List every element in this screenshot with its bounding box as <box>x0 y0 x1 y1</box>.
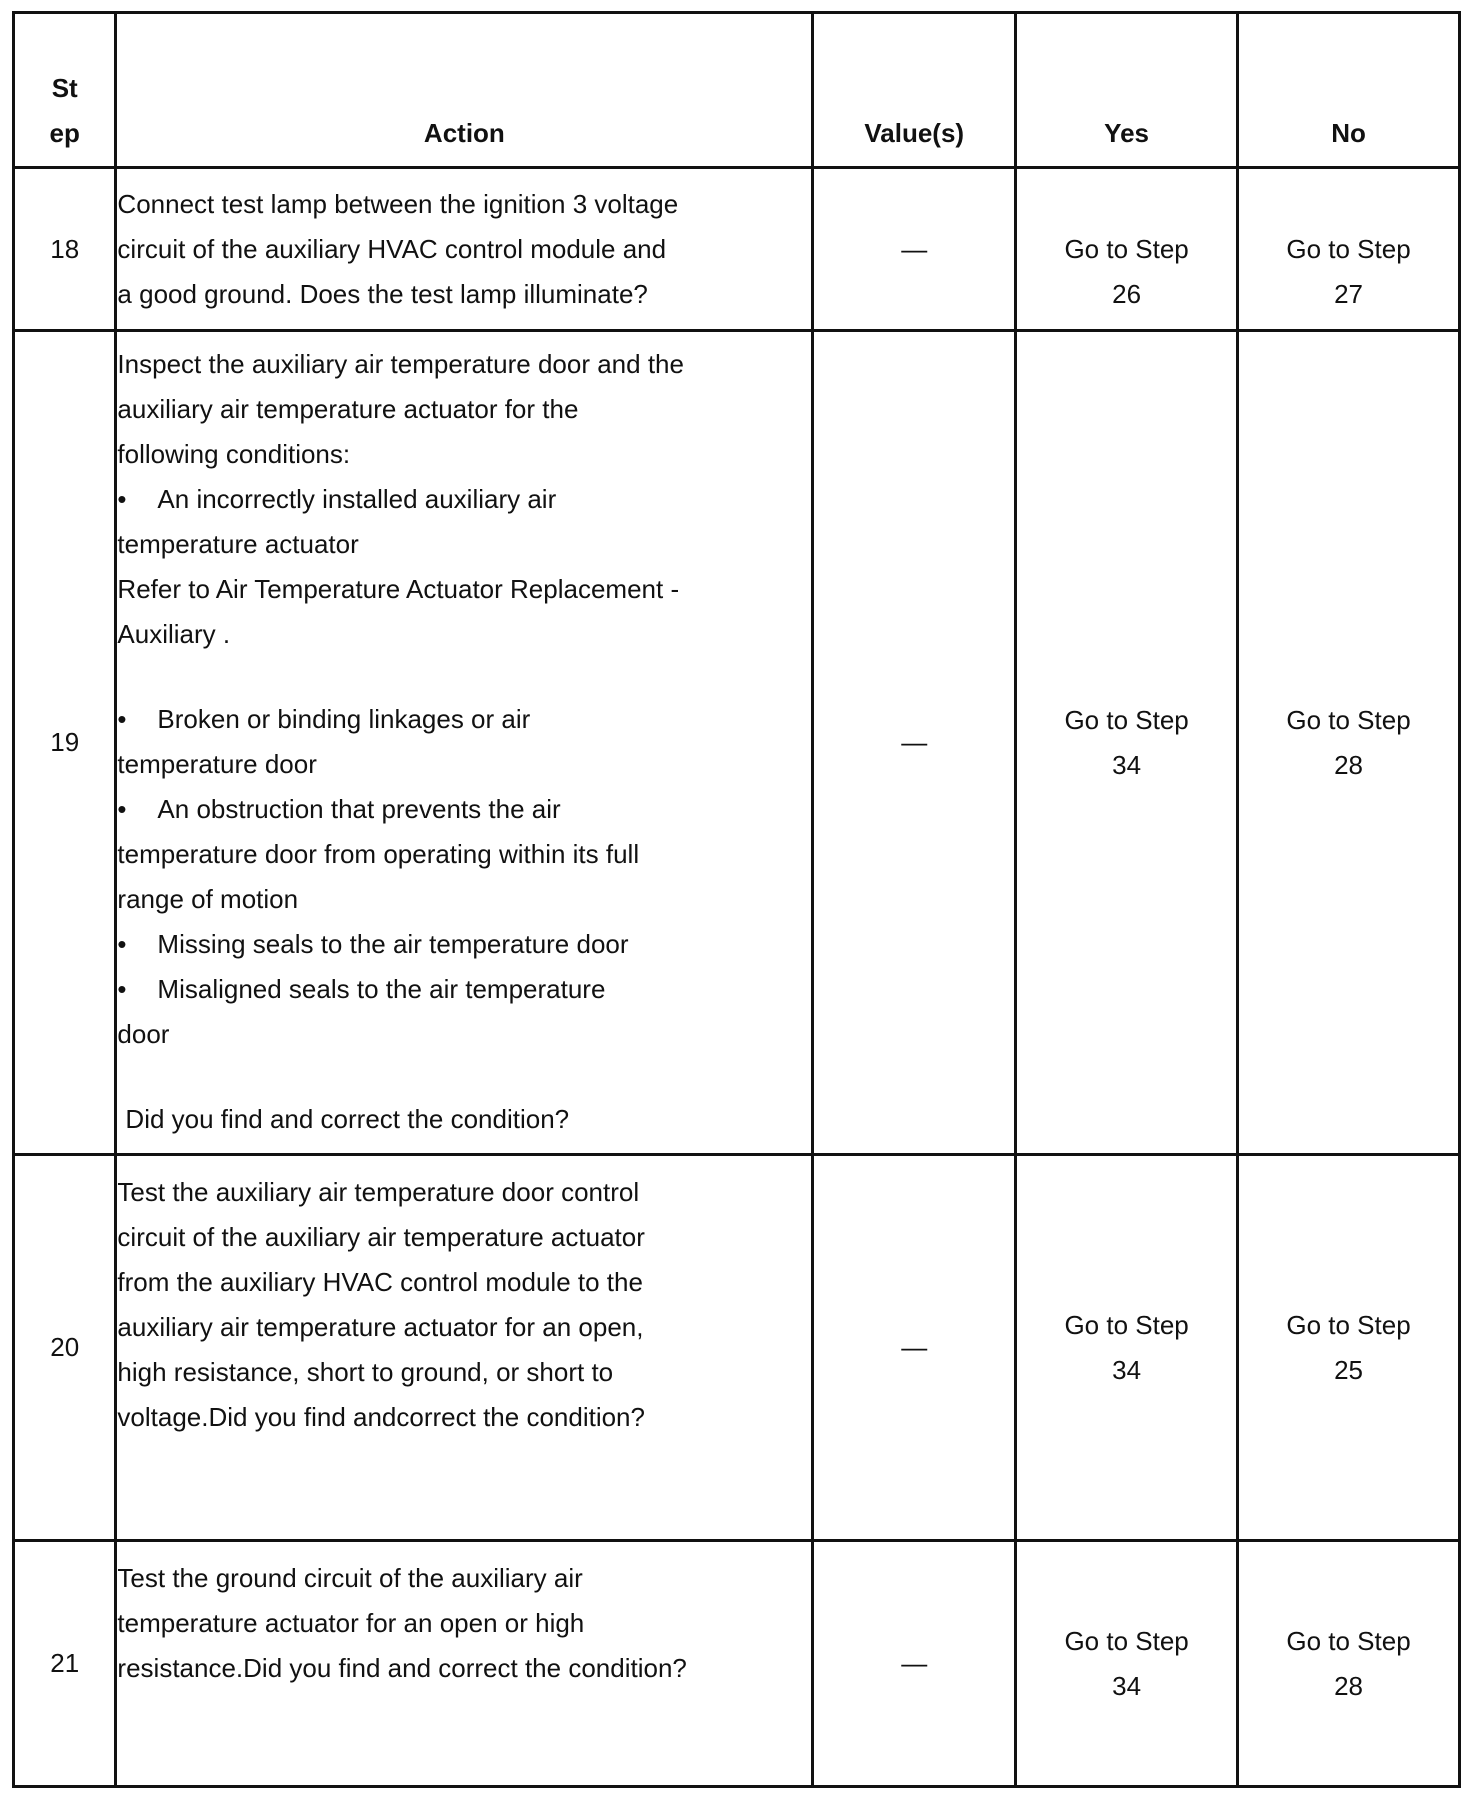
step-number: 20 <box>14 1155 116 1541</box>
action-text: Connect test lamp between the ignition 3 voltage circuit of the auxiliary HVAC control module and a good ground. Does the test lamp illuminate? <box>116 168 813 331</box>
table-row <box>14 331 1460 1155</box>
diagnostic-table <box>12 11 1461 1788</box>
question-text: Did you find and correct the condition? <box>125 1104 570 1134</box>
header-values: Value(s) <box>813 13 1016 168</box>
no-goto: Go to Step 27 <box>1238 168 1460 331</box>
list-item: • Missing seals to the air temperature door <box>117 922 811 967</box>
header-step: St ep <box>14 13 116 168</box>
table-row <box>14 1155 1460 1541</box>
action-text: Inspect the auxiliary air temperature door and the auxiliary air temperature actuator for the following conditions: • An incorrectly installed auxiliary air temperature actuator Refer to Air Temperature Actuator Replacement - Auxiliary . • Broken or binding linkages or air temperature door • An obstruction that prevents the air temperature door from operating within its full range of motion • Missing seals to the air temperature door • Misaligned seals to the air temperature door Did you find and correct the condition? <box>116 331 813 1155</box>
bullet-icon: • <box>117 484 127 514</box>
header-action: Action <box>116 13 813 168</box>
action-text: Test the auxiliary air temperature door control circuit of the auxiliary air temperature actuator from the auxiliary HVAC control module to the auxiliary air temperature actuator for an open, high resistance, short to ground, or short to voltage.Did you find andcorrect the condition? <box>116 1155 813 1541</box>
header-row <box>14 13 1460 168</box>
header-yes: Yes <box>1016 13 1238 168</box>
header-no: No <box>1238 13 1460 168</box>
action-text: Test the ground circuit of the auxiliary air temperature actuator for an open or high resistance.Did you find and correct the condition? <box>116 1541 813 1787</box>
bullet-icon: • <box>117 929 127 959</box>
table-row <box>14 1541 1460 1787</box>
list-item: • Broken or binding linkages or air <box>117 697 811 742</box>
yes-goto: Go to Step 34 <box>1016 331 1238 1155</box>
value-cell: — <box>813 168 1016 331</box>
no-goto: Go to Step 25 <box>1238 1155 1460 1541</box>
no-goto: Go to Step 28 <box>1238 331 1460 1155</box>
table-row <box>14 168 1460 331</box>
yes-goto: Go to Step 34 <box>1016 1541 1238 1787</box>
list-item: • Misaligned seals to the air temperature <box>117 967 811 1012</box>
list-item: • An incorrectly installed auxiliary air <box>117 477 811 522</box>
value-cell: — <box>813 1155 1016 1541</box>
bullet-icon: • <box>117 794 127 824</box>
reference-text: Refer to Air Temperature Actuator Replacement - <box>117 574 680 604</box>
no-goto: Go to Step 28 <box>1238 1541 1460 1787</box>
yes-goto: Go to Step 34 <box>1016 1155 1238 1541</box>
yes-goto: Go to Step 26 <box>1016 168 1238 331</box>
step-number: 18 <box>14 168 116 331</box>
step-number: 19 <box>14 331 116 1155</box>
list-item: • An obstruction that prevents the air <box>117 787 811 832</box>
step-number: 21 <box>14 1541 116 1787</box>
bullet-icon: • <box>117 704 127 734</box>
bullet-icon: • <box>117 974 127 1004</box>
value-cell: — <box>813 1541 1016 1787</box>
value-cell: — <box>813 331 1016 1155</box>
